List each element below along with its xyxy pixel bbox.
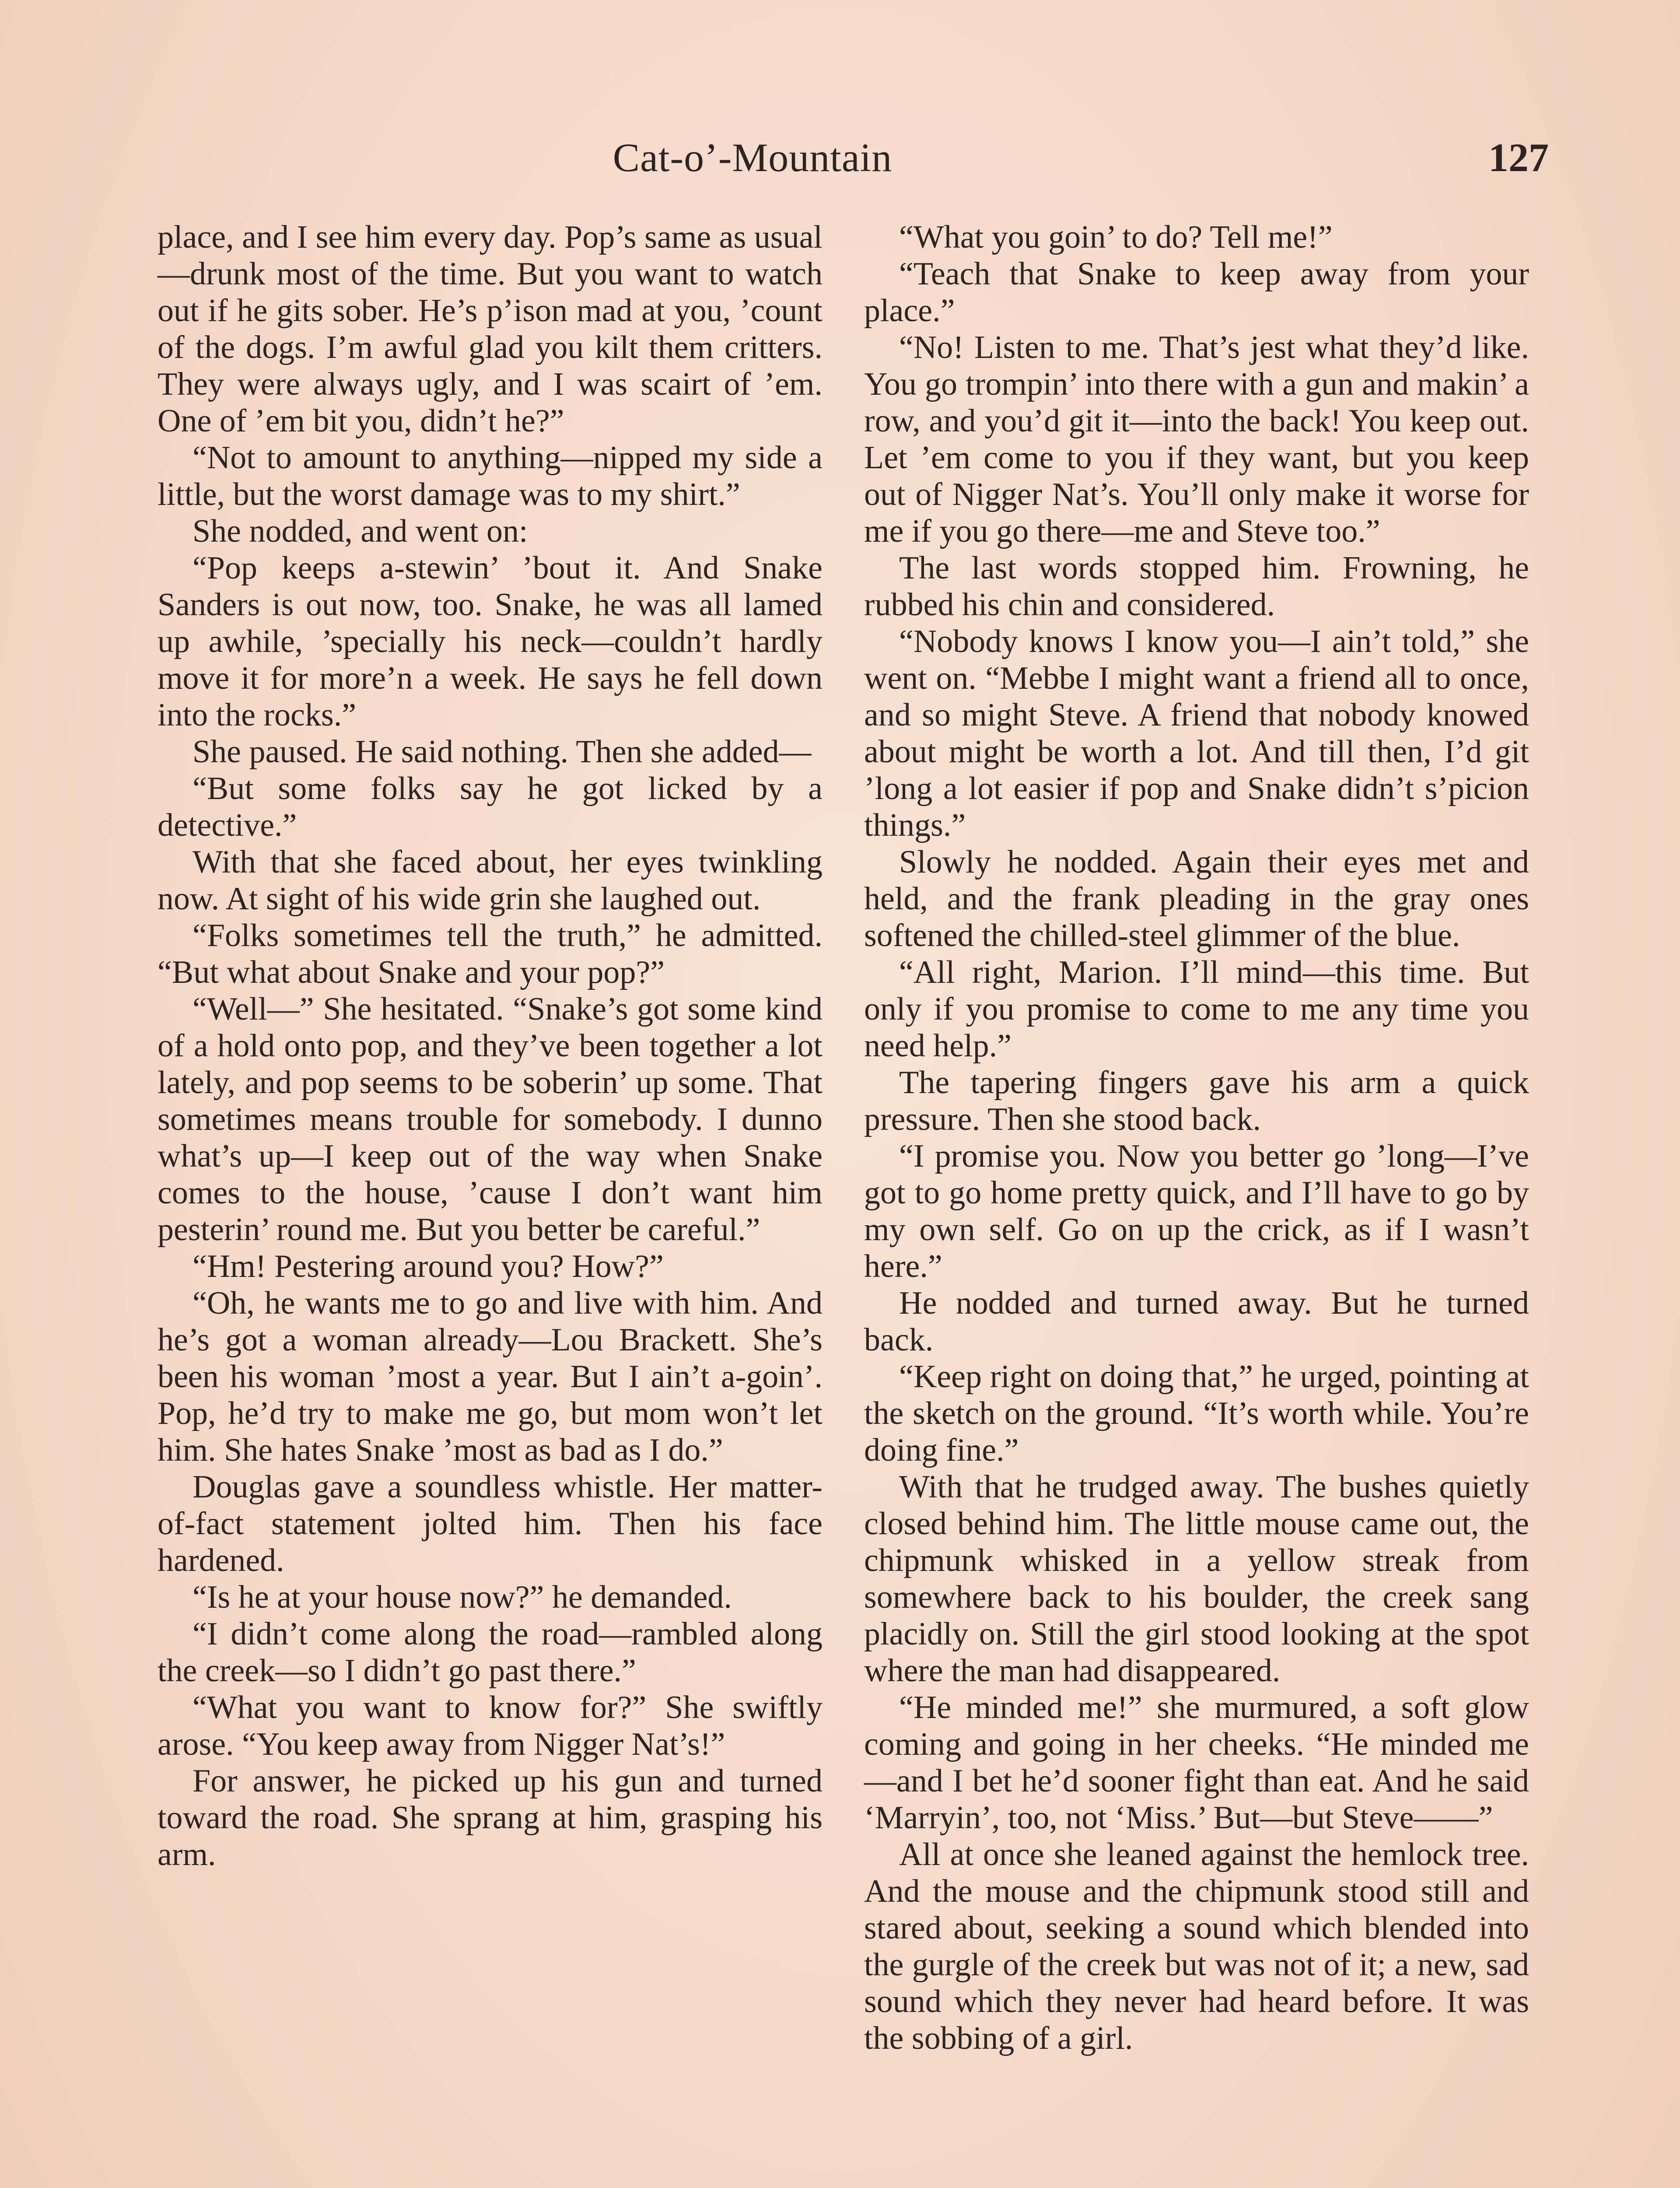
paragraph: “I didn’t come along the road—rambled along the creek—so I didn’t go past there.” (158, 1616, 822, 1689)
paragraph: “What you goin’ to do? Tell me!” (899, 219, 1333, 255)
paragraph: “Is he at your house now?” he demanded. (192, 1579, 732, 1615)
paragraph: She paused. He said nothing. Then she added— (192, 734, 812, 770)
paragraph: “Nobody knows I know you—I ain’t told,” she went on. “Mebbe I might want a friend all to once, and so might Steve. A friend that nobody knowed about might be worth a lot. And till then, I’d git ’long a lot easier if pop and Snake didn’t s’picion things.” (864, 624, 1529, 843)
paragraph: “Teach that Snake to keep away from your place.” (864, 256, 1529, 329)
paragraph: He nodded and turned away. But he turned back. (864, 1285, 1529, 1358)
paragraph: For answer, he picked up his gun and turned toward the road. She sprang at him, grasping his arm. (158, 1763, 822, 1872)
paragraph: Slowly he nodded. Again their eyes met and held, and the frank pleading in the gray ones softened the chilled-steel glimmer of the blue. (864, 844, 1529, 954)
paragraph: “Well—” She hesitated. “Snake’s got some kind of a hold onto pop, and they’ve been together a lot lately, and pop seems to be soberin’ up some. That sometimes means trouble for somebody. I dunno what’s up—I keep out of the way when Snake comes to the house, ’cause I don’t want him pesterin’ round me. But you better be careful.” (158, 991, 822, 1248)
paragraph: “I promise you. Now you better go ’long—I’ve got to go home pretty quick, and I’ll have to go by my own self. Go on up the crick, as if I wasn’t here.” (864, 1138, 1529, 1284)
running-title: Cat-o’-Mountain (612, 135, 892, 180)
paragraph: “But some folks say he got licked by a detective.” (158, 771, 822, 843)
running-head (0, 127, 1680, 188)
paragraph: The last words stopped him. Frowning, he rubbed his chin and considered. (864, 550, 1529, 623)
paragraph: Douglas gave a soundless whistle. Her matter-of-fact statement jolted him. Then his face hardened. (158, 1469, 822, 1578)
page-number: 127 (1488, 135, 1549, 180)
paragraph: “Not to amount to anything—nipped my side a little, but the worst damage was to my shirt.” (158, 440, 822, 512)
paragraph: “All right, Marion. I’ll mind—this time. But only if you promise to come to me any time you need help.” (864, 954, 1529, 1064)
paragraph: “Folks sometimes tell the truth,” he admitted. “But what about Snake and your pop?” (158, 918, 822, 990)
paragraph: With that he trudged away. The bushes quietly closed behind him. The little mouse came out, the chipmunk whisked in a yellow streak from somewhere back to his boulder, the creek sang placidly on. Still the girl stood looking at the spot where the man had disappeared. (864, 1469, 1529, 1689)
paragraph: “Pop keeps a-stewin’ ’bout it. And Snake Sanders is out now, too. Snake, he was all lamed up awhile, ’specially his neck—couldn’t hardly move it for more’n a week. He says he fell down into the rocks.” (158, 550, 822, 733)
paragraph: “He minded me!” she murmured, a soft glow coming and going in her cheeks. “He minded me—and I bet he’d sooner fight than eat. And he said ‘Marryin’, too, not ‘Miss.’ But—but Steve——” (864, 1690, 1529, 1836)
paragraph: The tapering fingers gave his arm a quick pressure. Then she stood back. (864, 1065, 1529, 1137)
paragraph: All at once she leaned against the hemlock tree. And the mouse and the chipmunk stood still and stared about, seeking a sound which blended into the gurgle of the creek but was not of it; a new, sad sound which they never had heard before. It was the sobbing of a girl. (864, 1837, 1529, 2056)
paragraph: “Oh, he wants me to go and live with him. And he’s got a woman already—Lou Brackett. She’s been his woman ’most a year. But I ain’t a-goin’. Pop, he’d try to make me go, but mom won’t let him. She hates Snake ’most as bad as I do.” (158, 1285, 822, 1468)
paragraph: place, and I see him every day. Pop’s same as usual—drunk most of the time. But you want to watch out if he gits sober. He’s p’ison mad at you, ’count of the dogs. I’m awful glad you kilt them critters. They were always ugly, and I was scairt of ’em. One of ’em bit you, didn’t he?” (158, 219, 822, 439)
right-text-column (864, 219, 1529, 2057)
paragraph: “Keep right on doing that,” he urged, pointing at the sketch on the ground. “It’s worth while. You’re doing fine.” (864, 1359, 1529, 1468)
paragraph: With that she faced about, her eyes twinkling now. At sight of his wide grin she laughed out. (158, 844, 822, 917)
paragraph: “Hm! Pestering around you? How?” (192, 1248, 664, 1284)
left-text-column (158, 219, 822, 1873)
paragraph: She nodded, and went on: (192, 513, 528, 549)
paragraph: “What you want to know for?” She swiftly arose. “You keep away from Nigger Nat’s!” (158, 1690, 822, 1762)
paragraph: “No! Listen to me. That’s jest what they’d like. You go trompin’ into there with a gun and makin’ a row, and you’d git it—into the back! You keep out. Let ’em come to you if they want, but you keep out of Nigger Nat’s. You’ll only make it worse for me if you go there—me and Steve too.” (864, 330, 1529, 549)
